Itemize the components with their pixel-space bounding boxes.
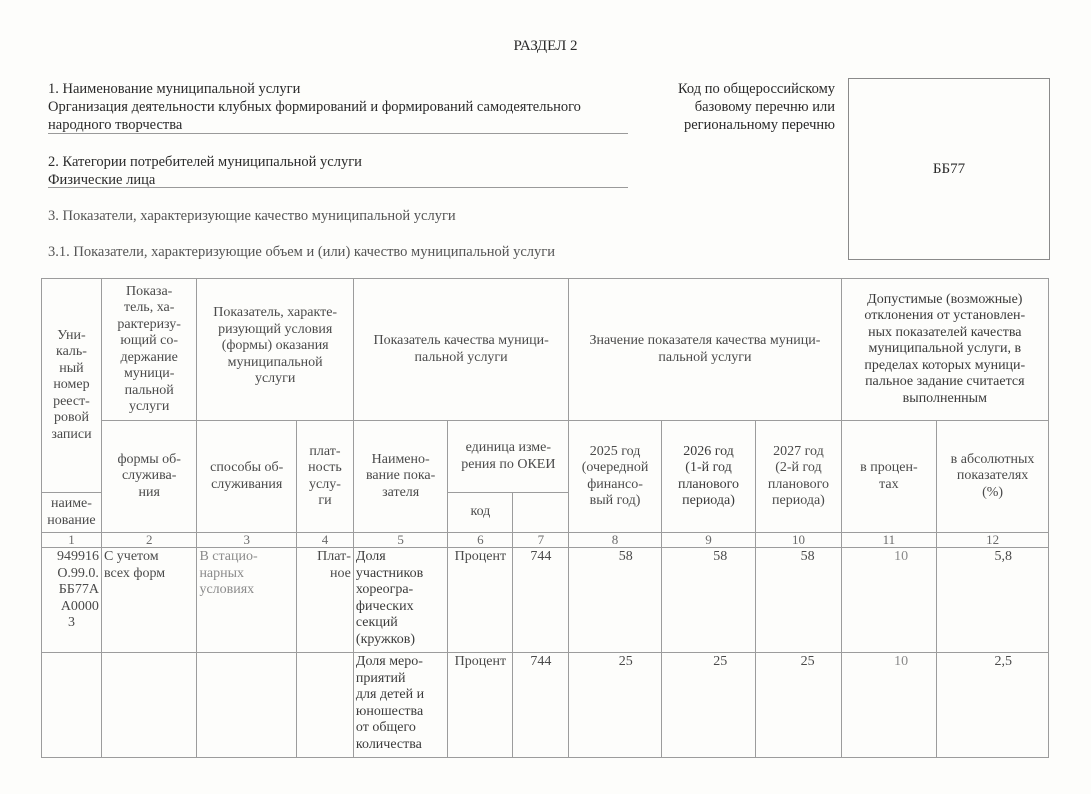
column-number: 5 (353, 533, 447, 548)
header-line: вание пока- (366, 468, 436, 484)
header-line: ровой (53, 410, 89, 426)
consumers-value: Физические лица (48, 172, 156, 188)
cell-line: условиях (199, 582, 255, 597)
cell-line: ное (330, 565, 351, 581)
header-line: показателях (956, 468, 1029, 484)
cell-line: для детей и (355, 687, 425, 702)
header-line: номер (53, 377, 90, 393)
section-title: РАЗДЕЛ 2 (513, 38, 578, 54)
header-line: пределах которых муници- (864, 357, 1026, 373)
registry-number (42, 548, 102, 653)
consumers-heading: 2. Категории потребителей муниципальной услуги (48, 154, 362, 170)
indicators-table (41, 278, 1049, 758)
header-line: финансо- (587, 476, 643, 492)
cell-line: хореогра- (355, 582, 414, 597)
service-name-line1: Организация деятельности клубных формирований и формирований самодеятельного (48, 99, 581, 115)
registry-number (42, 653, 102, 758)
header-line: рения по ОКЕИ (461, 456, 556, 472)
header-allowed-deviation (841, 279, 1048, 421)
header-line: планового (677, 476, 740, 492)
subheader-okei-unit (448, 421, 569, 493)
subheader-year-2026 (661, 421, 755, 533)
column-number: 1 (42, 533, 102, 548)
column-number: 7 (513, 533, 569, 548)
header-line: Наимено- (371, 451, 430, 467)
column-numbers-row (42, 533, 1049, 548)
value-2025: 58 (569, 548, 661, 653)
header-line: пальной услуги (658, 349, 752, 365)
header-content-indicator (101, 279, 197, 421)
volume-heading: 3.1. Показатели, характеризующие объем и (или) качество муниципальной услуги (48, 244, 555, 260)
cell-line: 3 (67, 615, 75, 630)
subheader-payment (297, 421, 354, 533)
cell-line: участников (355, 565, 424, 581)
subheader-absolute (937, 421, 1049, 533)
header-unique-number (42, 279, 102, 493)
header-line: Допустимые (возможные) (867, 291, 1023, 307)
header-line: (%) (982, 484, 1004, 500)
column-number: 11 (841, 533, 937, 548)
header-line: Уни- (57, 327, 86, 343)
header-line: периода) (682, 493, 735, 508)
code-label-line: региональному перечню (683, 117, 835, 133)
cell-line: всех форм (103, 565, 166, 581)
cell-line: Плат- (317, 549, 351, 564)
payment-type (297, 548, 354, 653)
deviation-absolute: 5,8 (937, 548, 1049, 653)
header-line: тель, ха- (123, 300, 175, 315)
subheader-unit-code: код (448, 493, 513, 533)
service-underline (48, 133, 628, 134)
value-2027: 58 (756, 548, 841, 653)
header-line: пальной (124, 382, 174, 398)
header-line: услуги (128, 399, 170, 414)
column-number: 4 (297, 533, 354, 548)
header-line: муници- (123, 366, 175, 381)
header-line: услуги (254, 371, 296, 386)
column-number: 8 (569, 533, 661, 548)
cell-line: Доля меро- (355, 654, 423, 669)
header-line: (очередной (581, 460, 649, 475)
service-form (101, 653, 197, 758)
subheader-year-2027 (756, 421, 841, 533)
header-line: ность (308, 460, 342, 475)
header-line: (2-й год (775, 460, 822, 475)
subheader-percent (841, 421, 937, 533)
cell-line: фических (355, 598, 414, 614)
service-method (197, 548, 297, 653)
deviation-absolute: 2,5 (937, 653, 1049, 758)
header-line: Показатель качества муници- (373, 333, 549, 348)
header-line: держание (120, 349, 178, 365)
cell-line: Доля (355, 549, 386, 564)
cell-line: О.99.0. (57, 565, 99, 581)
header-line: Показатель, характе- (213, 305, 338, 320)
cell-line: секций (355, 615, 398, 630)
header-line: пальной услуги (414, 349, 508, 365)
indicator-name (353, 653, 447, 758)
code-label-line: базовому перечню или (694, 99, 835, 115)
header-line: 2026 год (683, 443, 734, 459)
header-line: в процен- (860, 460, 918, 475)
header-line: Показа- (126, 283, 173, 299)
subheader-unit-name (42, 493, 102, 533)
header-line: каль- (55, 344, 87, 360)
code-value: ББ77 (932, 161, 966, 177)
header-line: способы об- (210, 460, 284, 475)
header-line: наиме- (51, 496, 92, 511)
consumers-underline (48, 187, 628, 188)
indicator-name (353, 548, 447, 653)
unit-name: Процент (448, 653, 513, 758)
header-line: вый год) (589, 493, 641, 508)
header-line: ги (318, 493, 332, 508)
header-line: ния (138, 484, 160, 500)
column-number: 3 (197, 533, 297, 548)
deviation-percent: 10 (841, 653, 937, 758)
service-method (197, 653, 297, 758)
deviation-percent: 10 (841, 548, 937, 653)
cell-line: от общего (355, 720, 416, 735)
cell-line: 949916 (56, 549, 99, 564)
quality-heading: 3. Показатели, характеризующие качество муниципальной услуги (48, 208, 456, 224)
cell-line: В стацио- (199, 549, 258, 564)
column-number: 9 (661, 533, 755, 548)
header-line: реест- (53, 393, 90, 409)
value-2026: 25 (661, 653, 755, 758)
column-number: 6 (448, 533, 513, 548)
header-line: нование (47, 512, 96, 528)
header-line: (1-й год (685, 460, 732, 475)
header-line: единица изме- (465, 440, 552, 455)
unit-code: 744 (513, 548, 569, 653)
header-line: зателя (382, 484, 420, 500)
header-line: муниципальной (227, 354, 323, 370)
cell-line: (кружков) (355, 631, 416, 647)
value-2026: 58 (661, 548, 755, 653)
code-label-line: Код по общероссийскому (677, 81, 835, 97)
header-line: тах (879, 476, 899, 492)
header-line: 2027 год (773, 443, 824, 459)
subheader-year-2025 (569, 421, 661, 533)
cell-line: С учетом (103, 549, 159, 564)
header-line: ных показателей качества (868, 324, 1022, 340)
header-line: планового (767, 476, 829, 492)
header-line: Значение показателя качества муници- (589, 333, 821, 348)
header-line: служивания (211, 476, 283, 492)
subheader-service-methods (197, 421, 297, 533)
cell-line: нарных (199, 565, 245, 581)
header-quality-indicator (353, 279, 568, 421)
service-name-line2: народного творчества (48, 117, 183, 133)
code-label (640, 80, 835, 134)
header-line: услу- (309, 476, 341, 492)
header-line: отклонения от установлен- (864, 308, 1026, 324)
payment-type (297, 653, 354, 758)
table-row (42, 548, 1049, 653)
header-quality-value (569, 279, 841, 421)
header-line: выполненным (902, 390, 987, 406)
header-line: записи (51, 426, 92, 442)
cell-line: ББ77А (58, 582, 99, 597)
table-row (42, 653, 1049, 758)
header-line: периода) (772, 493, 825, 508)
header-line: пальное задание считается (865, 374, 1025, 390)
header-line: рактеризу- (117, 316, 181, 332)
value-2025: 25 (569, 653, 661, 758)
header-line: ный (59, 360, 84, 376)
subheader-service-forms (101, 421, 197, 533)
header-line: служива- (121, 468, 177, 484)
cell-line: А0000 (60, 598, 99, 614)
unit-name: Процент (448, 548, 513, 653)
header-line: (формы) оказания (221, 338, 329, 353)
header-line: 2025 год (589, 443, 641, 459)
value-2027: 25 (756, 653, 841, 758)
header-line: формы об- (117, 451, 181, 467)
column-number: 10 (756, 533, 841, 548)
header-line: ризующий условия (218, 321, 333, 337)
header-line: муниципальной услуги, в (868, 341, 1022, 357)
service-heading: 1. Наименование муниципальной услуги (48, 81, 301, 97)
cell-line: количества (355, 736, 422, 752)
subheader-indicator-name (353, 421, 447, 533)
cell-line: приятий (355, 670, 406, 686)
header-conditions-indicator (197, 279, 353, 421)
column-number: 12 (937, 533, 1049, 548)
header-line: ющий со- (120, 333, 178, 348)
header-line: в абсолютных (950, 451, 1035, 467)
cell-line: юношества (355, 703, 424, 719)
service-form (101, 548, 197, 653)
header-line: плат- (309, 443, 341, 459)
column-number: 2 (101, 533, 197, 548)
unit-code: 744 (513, 653, 569, 758)
